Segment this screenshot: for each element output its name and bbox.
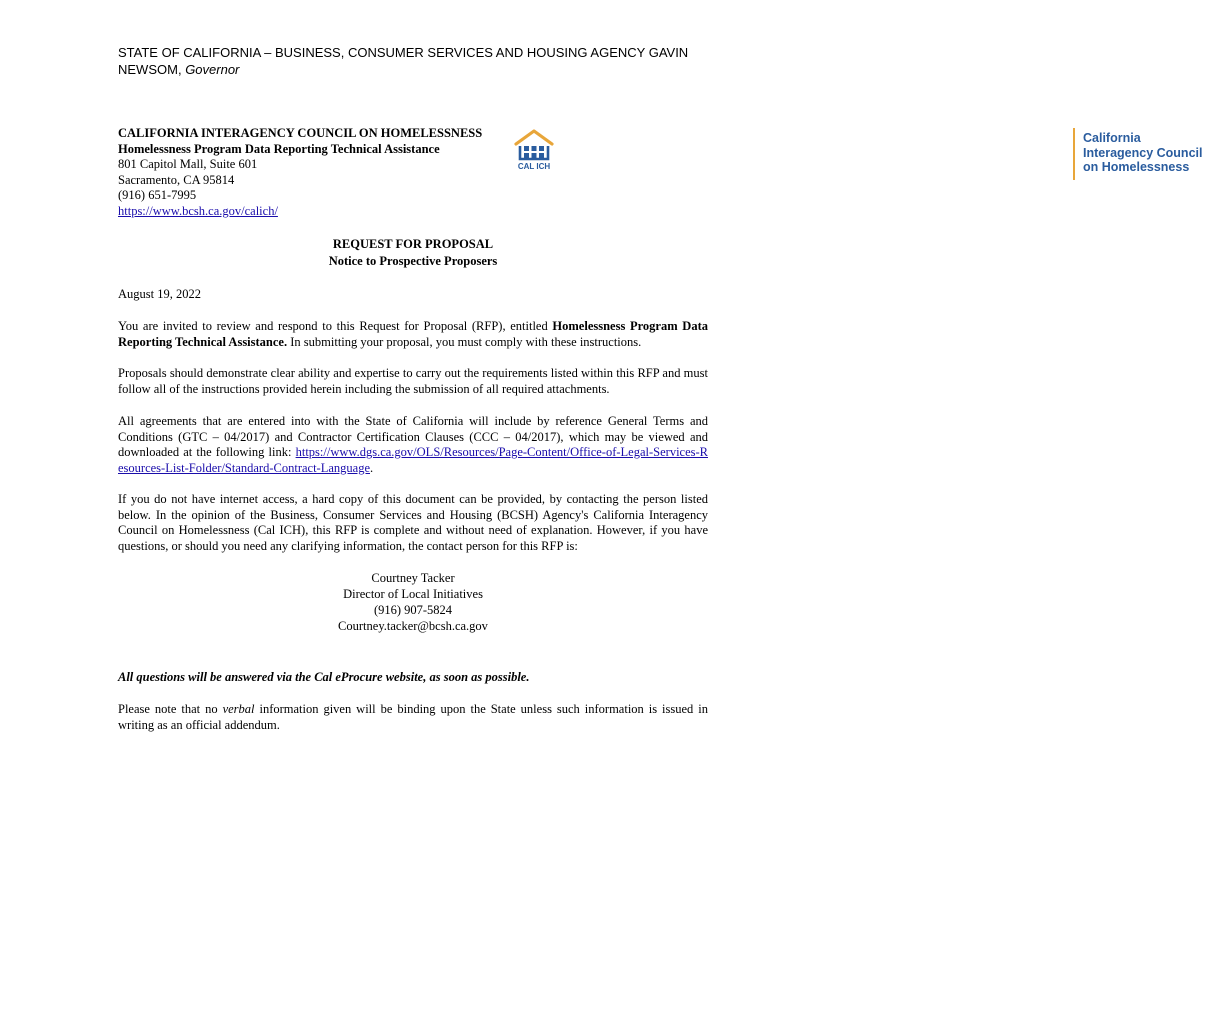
intro-text: You are invited to review and respond to this Request for Proposal (RFP), entitled xyxy=(118,319,553,333)
contact-title: Director of Local Initiatives xyxy=(343,587,483,601)
logo-line-3: on Homelessness xyxy=(1083,160,1190,174)
contact-phone: (916) 907-5824 xyxy=(373,603,453,617)
agreements-text: All agreements that are entered into with the State of California will include by reference General Terms and Conditions (GTC – 04/2017) and Contractor Certification Clauses (CCC – 04/2017), which may be viewed and downloaded at the following link: xyxy=(118,414,708,459)
rfp-subtitle: Notice to Prospective Proposers xyxy=(328,254,498,268)
contact-email: Courtney.tacker@bcsh.ca.gov xyxy=(338,619,488,633)
governor-name: NEWSOM, xyxy=(118,62,182,77)
agency-block xyxy=(118,126,508,219)
verbal-notice-emphasis: verbal xyxy=(222,702,255,716)
agreements-paragraph xyxy=(118,414,708,476)
house-icon xyxy=(512,128,556,162)
intro-paragraph xyxy=(118,319,708,350)
governor-title: Governor xyxy=(185,62,240,77)
logo-wordmark xyxy=(1083,131,1223,175)
requirements-paragraph: Proposals should demonstrate clear ability and expertise to carry out the requirements listed within this RFP and must follow all of the instructions provided herein including the submission of all required attachments. xyxy=(118,366,708,396)
logo-abbreviation: CAL ICH xyxy=(517,162,551,171)
rfp-heading xyxy=(118,236,708,270)
address-line-2: Sacramento, CA 95814 xyxy=(118,172,235,187)
intro-rfp-name: Homelessness Program Data Reporting Technical Assistance. xyxy=(118,319,708,349)
contract-language-link[interactable]: https://www.dgs.ca.gov/OLS/Resources/Page-Content/Office-of-Legal-Services-Resources-List-Folder/Standard-Contract-Language xyxy=(118,445,708,475)
document-date: August 19, 2022 xyxy=(118,287,201,301)
verbal-notice-lead: Please note that no xyxy=(118,702,223,716)
agency-name: CALIFORNIA INTERAGENCY COUNCIL ON HOMELESSNESS xyxy=(118,126,483,140)
rfp-title: REQUEST FOR PROPOSAL xyxy=(332,237,494,251)
verbal-notice-tail: information given will be binding upon the State unless such information is issued in writing as an official addendum. xyxy=(118,702,708,732)
contact-block xyxy=(118,570,708,634)
verbal-notice-paragraph xyxy=(118,702,708,733)
agency-website-link[interactable]: https://www.bcsh.ca.gov/calich/ xyxy=(118,203,278,218)
program-name: Homelessness Program Data Reporting Technical Assistance xyxy=(118,141,440,156)
state-agency-line: STATE OF CALIFORNIA – BUSINESS, CONSUMER SERVICES AND HOUSING AGENCY GAVIN xyxy=(118,45,689,60)
state-header xyxy=(118,44,718,78)
logo-line-2: Interagency Council xyxy=(1083,145,1203,160)
cal-ich-logo xyxy=(512,128,1203,180)
intro-tail: In submitting your proposal, you must comply with these instructions. xyxy=(287,334,642,349)
address-line-1: 801 Capitol Mall, Suite 601 xyxy=(118,157,258,171)
contact-name: Courtney Tacker xyxy=(371,571,455,585)
agency-phone: (916) 651-7995 xyxy=(118,188,197,202)
contact-info-paragraph: If you do not have internet access, a hard copy of this document can be provided, by contacting the person listed below. In the opinion of the Business, Consumer Services and Housing (BCSH) Agency's California Interagency Council on Homelessness (Cal ICH), this RFP is complete and without need of explanation. However, if you have questions, or should you need any clarifying information, the contact person for this RFP is: xyxy=(118,492,708,553)
logo-line-1: California xyxy=(1083,131,1141,145)
agreements-tail: . xyxy=(370,460,374,475)
questions-notice: All questions will be answered via the Cal eProcure website, as soon as possible. xyxy=(118,670,530,684)
logo-divider xyxy=(1073,128,1075,180)
